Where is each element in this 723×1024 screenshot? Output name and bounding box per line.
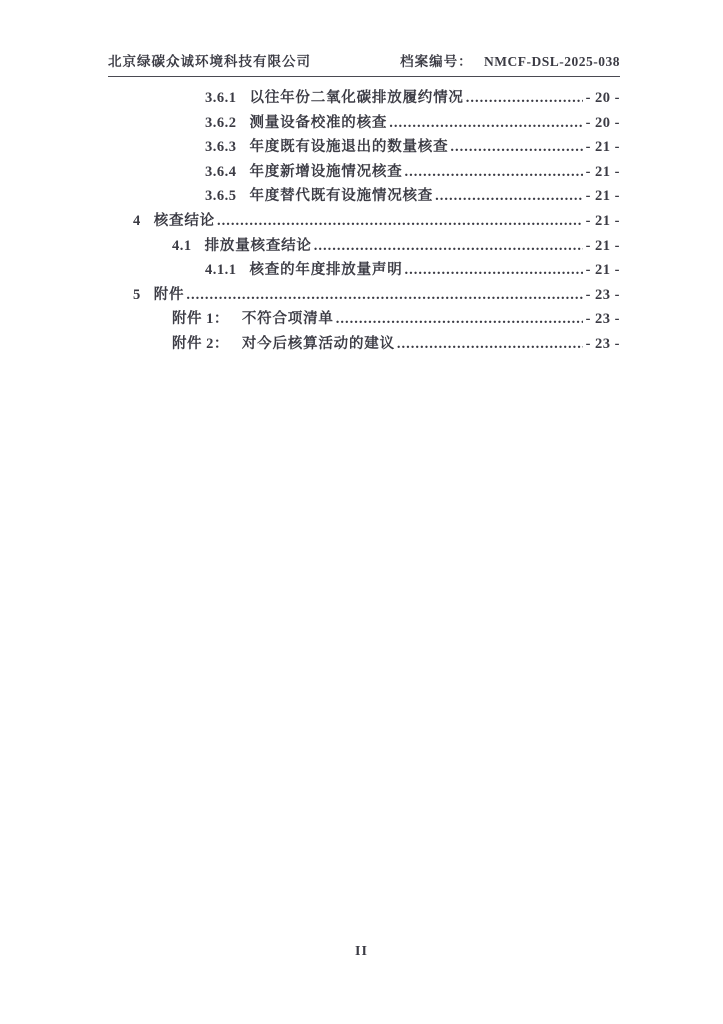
dot-leader [389,111,582,136]
toc-entry-number: 附件 1： [172,311,229,328]
toc-entry-page: - 21 - [585,163,620,180]
toc-entry-title: 年度既有设施退出的数量核查 [249,139,449,156]
toc-entry-number: 3.6.5 [205,188,237,205]
toc-entry-title: 排放量核查结论 [204,237,312,254]
toc-entry-page: - 20 - [585,90,620,106]
file-number-value: NMCF-DSL-2025-038 [484,54,620,69]
toc-entry-title: 核查结论 [153,212,215,229]
toc-entry[interactable] [108,258,620,283]
page-footer [0,944,723,960]
toc-entry[interactable] [108,86,620,111]
toc-entry-number: 3.6.3 [205,139,237,156]
toc-entry-page: - 23 - [585,286,620,303]
toc-entry-page: - 21 - [585,237,620,254]
toc-entry-title: 年度新增设施情况核查 [249,163,403,180]
toc-entry-page: - 23 - [585,335,620,352]
toc-entry-number: 4.1 [172,237,192,254]
file-number-label: 档案编号： [400,54,473,69]
dot-leader [314,234,583,259]
toc-entry-title: 年度替代既有设施情况核查 [249,188,434,205]
toc-entry[interactable] [108,160,620,185]
dot-leader [435,184,582,209]
document-header [108,50,620,77]
table-of-contents [108,86,620,357]
toc-entry-title: 对今后核算活动的建议 [241,335,395,352]
page-number: II [355,944,368,959]
dot-leader [450,135,582,160]
toc-entry[interactable] [108,307,620,332]
toc-entry-page: - 21 - [585,212,620,229]
toc-entry[interactable] [108,135,620,160]
toc-entry-title: 附件 [153,286,185,303]
toc-entry-title: 测量设备校准的核查 [249,114,388,131]
toc-entry-number: 5 [133,286,141,303]
toc-entry[interactable] [108,332,620,357]
dot-leader [405,160,583,185]
dot-leader [466,86,583,111]
toc-entry[interactable] [108,184,620,209]
file-reference [400,50,620,70]
toc-entry-number: 3.6.4 [205,163,237,180]
toc-entry-page: - 20 - [585,114,620,131]
toc-entry-number: 附件 2： [172,335,229,352]
toc-entry-page: - 21 - [585,139,620,156]
toc-entry-title: 不符合项清单 [241,311,334,328]
toc-entry-page: - 23 - [585,311,620,328]
toc-entry[interactable] [108,283,620,308]
dot-leader [186,283,582,308]
toc-entry[interactable] [108,209,620,234]
toc-entry[interactable] [108,234,620,259]
dot-leader [217,209,583,234]
dot-leader [405,258,583,283]
toc-entry-number: 4 [133,212,141,229]
toc-entry-number: 3.6.1 [205,90,237,106]
toc-entry-title: 以往年份二氧化碳排放履约情况 [249,90,464,106]
toc-entry-number: 3.6.2 [205,114,237,131]
toc-entry-title: 核查的年度排放量声明 [249,262,403,279]
toc-entry-page: - 21 - [585,262,620,279]
toc-entry-page: - 21 - [585,188,620,205]
dot-leader [336,307,583,332]
toc-entry[interactable] [108,111,620,136]
dot-leader [397,332,583,357]
company-name: 北京绿碳众诚环境科技有限公司 [108,54,311,69]
toc-entry-number: 4.1.1 [205,262,237,279]
